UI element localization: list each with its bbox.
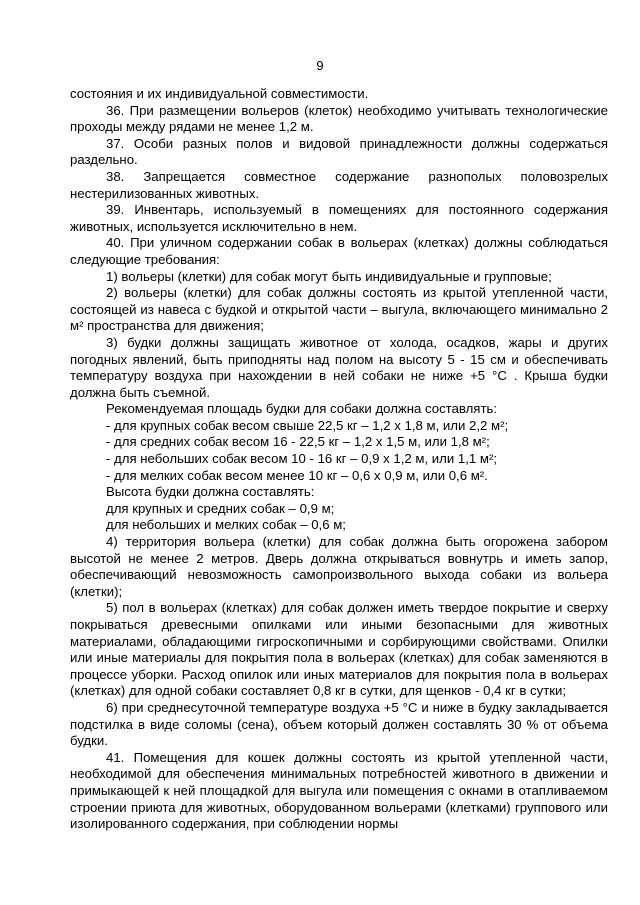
paragraph: - для небольших собак весом 10 - 16 кг – 0,9 х 1,2 м, или 1,1 м²; <box>106 451 497 467</box>
paragraph: 4) территория вольера (клетки) для собак должна быть огорожена забором высотой не менее 2 метров. Дверь должна открываться вовнутрь и иметь запор, обеспечивающий невозможность самопроизвольного выхода собаки из вольера (клетки); <box>70 534 608 599</box>
paragraph: для крупных и средних собак – 0,9 м; <box>106 500 335 516</box>
paragraph: 41. Помещения для кошек должны состоять из крытой утепленной части, необходимой для обеспечения минимальных потребностей животного в движении и примыкающей к ней площадкой для выгула или помещения с окнами в отапливаемом строении приюта для животных, оборудованном вольерами (клетками) группового или изолированного содержания, при соблюдении нормы <box>70 749 608 832</box>
paragraph: 36. При размещении вольеров (клеток) необходимо учитывать технологические проходы между рядами не менее 1,2 м. <box>70 102 608 135</box>
paragraph: Рекомендуемая площадь будки для собаки должна составлять: <box>106 401 498 417</box>
paragraph: 3) будки должны защищать животное от холода, осадков, жары и других погодных явлений, быть приподняты над полом на высоту 5 - 15 см и обеспечивать температуру воздуха при нахождении в ней собаки не ниже +5 °С . Крыша будки должна быть съемной. <box>70 334 608 400</box>
paragraph: Высота будки должна составлять: <box>106 484 315 500</box>
paragraph: - для крупных собак весом свыше 22,5 кг – 1,2 х 1,8 м, или 2,2 м²; <box>106 417 509 433</box>
paragraph: 5) пол в вольерах (клетках) для собак должен иметь твердое покрытие и сверху покрываться древесными опилками или иными безопасными для животных материалами, обладающими гигроскопичными и сорбирующими свойствами. Опилки или иные материалы для покрытия пола в вольерах (клетках) для собак заменяются в процессе уборки. Расход опилок или иных материалов для покрытия пола в вольерах (клетках) для одной собаки составляет 0,8 кг в сутки, для щенков - 0,4 кг в сутки; <box>70 600 608 699</box>
paragraph: 6) при среднесуточной температуре воздуха +5 °С и ниже в будку закладывается подстилка в виде соломы (сена), объем который должен составлять 30 % от объема будки. <box>70 699 608 749</box>
paragraph: для небольших и мелких собак – 0,6 м; <box>106 517 346 533</box>
paragraph: 40. При уличном содержании собак в вольерах (клетках) должны соблюдаться следующие требования: <box>70 235 608 267</box>
paragraph: 39. Инвентарь, используемый в помещениях для постоянного содержания животных, используется исключительно в нем. <box>70 202 608 234</box>
paragraph: 2) вольеры (клетки) для собак должны состоять из крытой утепленной части, состоящей из навеса с будкой и открытой части – выгула, включающего минимально 2 м² пространства для движения; <box>70 285 608 334</box>
paragraph: - для средних собак весом 16 - 22,5 кг – 1,2 х 1,5 м, или 1,8 м²; <box>106 434 490 450</box>
paragraph: - для мелких собак весом менее 10 кг – 0,6 х 0,9 м, или 0,6 м². <box>106 467 488 483</box>
paragraph: состояния и их индивидуальной совместимости. <box>70 86 369 101</box>
document-body <box>70 86 608 833</box>
paragraph: 38. Запрещается совместное содержание разнополых половозрелых нестерилизованных животных. <box>70 168 608 201</box>
paragraph: 37. Особи разных полов и видовой принадлежности должны содержаться раздельно. <box>70 135 608 168</box>
paragraph: 1) вольеры (клетки) для собак могут быть индивидуальные и групповые; <box>106 268 552 284</box>
page-number: 9 <box>316 58 324 73</box>
